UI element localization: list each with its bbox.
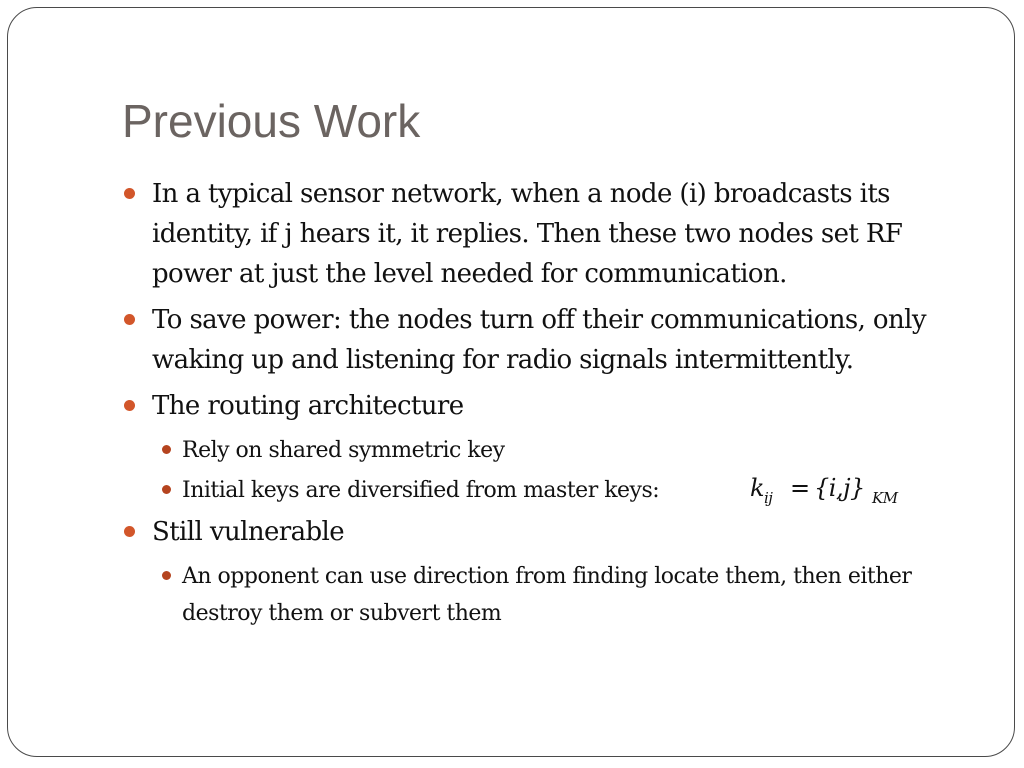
bullet-item-save-power	[122, 300, 982, 380]
sub-bullet-dot-icon	[162, 445, 171, 454]
slide-title: Previous Work	[122, 95, 421, 147]
bullet-dot-icon	[124, 526, 135, 537]
bullet-text: The routing architecture	[152, 391, 464, 421]
sub-bullet-item-opponent	[122, 558, 982, 632]
bullet-text: In a typical sensor network, when a node (i) broadcasts its identity, if j hears it, it replies. Then these two nodes set RF power at just the level needed for communication.	[152, 179, 903, 289]
sub-bullet-item-initial-keys	[122, 472, 982, 509]
key-formula	[748, 470, 908, 510]
sub-bullet-text: An opponent can use direction from finding locate them, then either destroy them or subvert them	[182, 564, 912, 626]
formula-set: {i,j}	[814, 474, 865, 502]
formula-equals: =	[790, 474, 810, 502]
bullet-text: Still vulnerable	[152, 517, 345, 547]
formula-k: k	[750, 474, 765, 502]
bullet-dot-icon	[124, 314, 135, 325]
sub-bullet-text: Initial keys are diversified from master keys:	[182, 478, 660, 503]
bullet-item-routing-architecture	[122, 386, 982, 426]
bullet-text: To save power: the nodes turn off their communications, only waking up and listening for radio signals intermittently.	[152, 305, 926, 375]
bullet-dot-icon	[124, 188, 135, 199]
bullet-item-still-vulnerable	[122, 512, 982, 552]
bullet-item-typical-network	[122, 174, 982, 294]
formula-k-subscript: ij	[764, 489, 773, 507]
sub-bullet-text: Rely on shared symmetric key	[182, 438, 505, 463]
slide-frame	[7, 7, 1015, 757]
sub-bullet-dot-icon	[162, 485, 171, 494]
formula-km-subscript: KM	[872, 489, 898, 507]
bullet-list	[122, 174, 982, 635]
sub-bullet-dot-icon	[162, 571, 171, 580]
sub-bullet-item-symmetric-key	[122, 432, 982, 469]
bullet-dot-icon	[124, 400, 135, 411]
